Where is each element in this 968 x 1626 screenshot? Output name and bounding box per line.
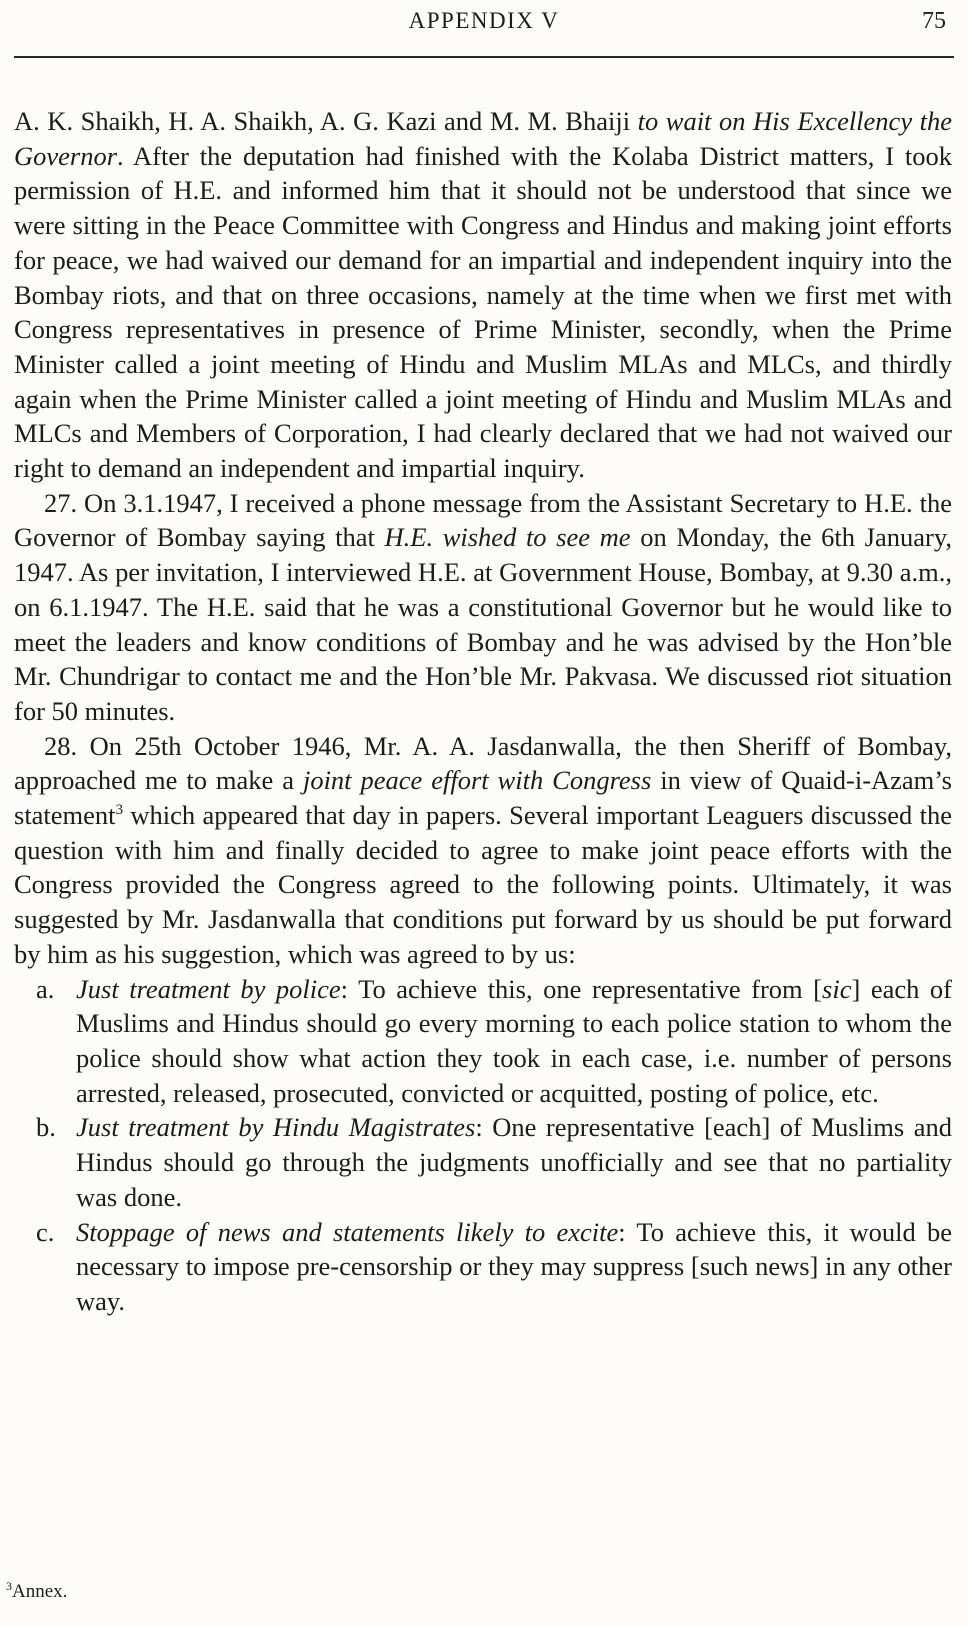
body-text [14,104,952,1319]
running-head: APPENDIX V [408,8,560,33]
text-run: : One representative [each] of Muslims and Hindus should go through the judgments unofficially and see that no partiality was done. [76,1112,953,1212]
text-run: : To achieve this, it would be necessary to impose pre-censorship or they may suppress [such news] in any other way. [76,1216,953,1316]
footnote [6,1581,67,1603]
list-item-heading: Just treatment by Hindu Magistrates [76,1112,476,1143]
italic-run: H.E. wished to see me [384,522,631,553]
page-number: 75 [922,8,946,34]
list-marker: b. [36,1112,56,1143]
paragraph-28 [14,729,952,972]
footnote-number: 3 [6,1579,12,1593]
list-item-heading: Stoppage of news and statements likely to excite [76,1216,619,1247]
header-rule [14,56,954,58]
paragraph-continued [14,104,952,486]
footnote-text: Annex. [12,1581,68,1602]
text-run: A. K. Shaikh, H. A. Shaikh, A. G. Kazi and M. M. Bhaiji [14,106,638,136]
list-item-b [14,1110,952,1214]
italic-run: joint peace effort with Congress [302,765,652,796]
list-item-heading: Just treatment by police [76,973,341,1004]
page-header [14,8,954,48]
text-run: 27. On 3.1.1947, I received a phone message from the Assistant Secretary to H.E. the Governor of Bombay saying that [14,487,952,553]
list-marker: a. [36,973,55,1004]
list-item-c [14,1215,952,1319]
paragraph-27 [14,486,952,729]
italic-run: sic [822,973,852,1004]
text-run: : To achieve this, one representative from [ [340,973,823,1004]
list-marker: c. [36,1216,55,1247]
text-run: which appeared that day in papers. Several important Leaguers discussed the question with him and finally decided to agree to make joint peace efforts with the Congress provided the Congress agreed to the following points. Ultimately, it was suggested by Mr. Jasdanwalla that conditions put forward by us should be put forward by him as his suggestion, which was agreed to by us: [14,800,952,969]
text-run: on Monday, the 6th January, 1947. As per invitation, I interviewed H.E. at Government House, Bombay, at 9.30 a.m., on 6.1.1947. The H.E. said that he was a constitutional Governor but he would like to meet the leaders and know conditions of Bombay and he was advised by the Hon’ble Mr. Chundrigar to contact me and the Hon’ble Mr. Pakvasa. We discussed riot situation for 50 minutes. [14,522,952,726]
list-item-a [14,972,952,1111]
footnote-ref: 3 [115,802,124,819]
italic-run: to wait on His Excellency the Governor [14,106,953,171]
text-run: 28. On 25th October 1946, Mr. A. A. Jasdanwalla, the then Sheriff of Bombay, approached me to make a [14,730,952,796]
text-run: . After the deputation had finished with the Kolaba District matters, I took permission of H.E. and informed him that it should not be understood that since we were sitting in the Peace Committee with Congress and Hindus and making joint efforts for peace, we had waived our demand for an impartial and independent inquiry into the Bombay riots, and that on three occasions, namely at the time when we first met with Congress representatives in presence of Prime Minister, secondly, when the Prime Minister called a joint meeting of Hindu and Muslim MLAs and MLCs, and thirdly again when the Prime Minister called a joint meeting of Hindu and Muslim MLAs and MLCs and Members of Corporation, I had clearly declared that we had not waived our right to demand an independent and impartial inquiry. [14,140,952,484]
text-run: in view of Quaid-i-Azam’s statement [14,765,952,831]
text-run: ] each of Muslims and Hindus should go every morning to each police station to whom the police should show what action they took in each case, i.e. number of persons arrested, released, prosecuted, convicted or acquitted, posting of police, etc. [76,973,952,1108]
conditions-list [14,972,952,1319]
